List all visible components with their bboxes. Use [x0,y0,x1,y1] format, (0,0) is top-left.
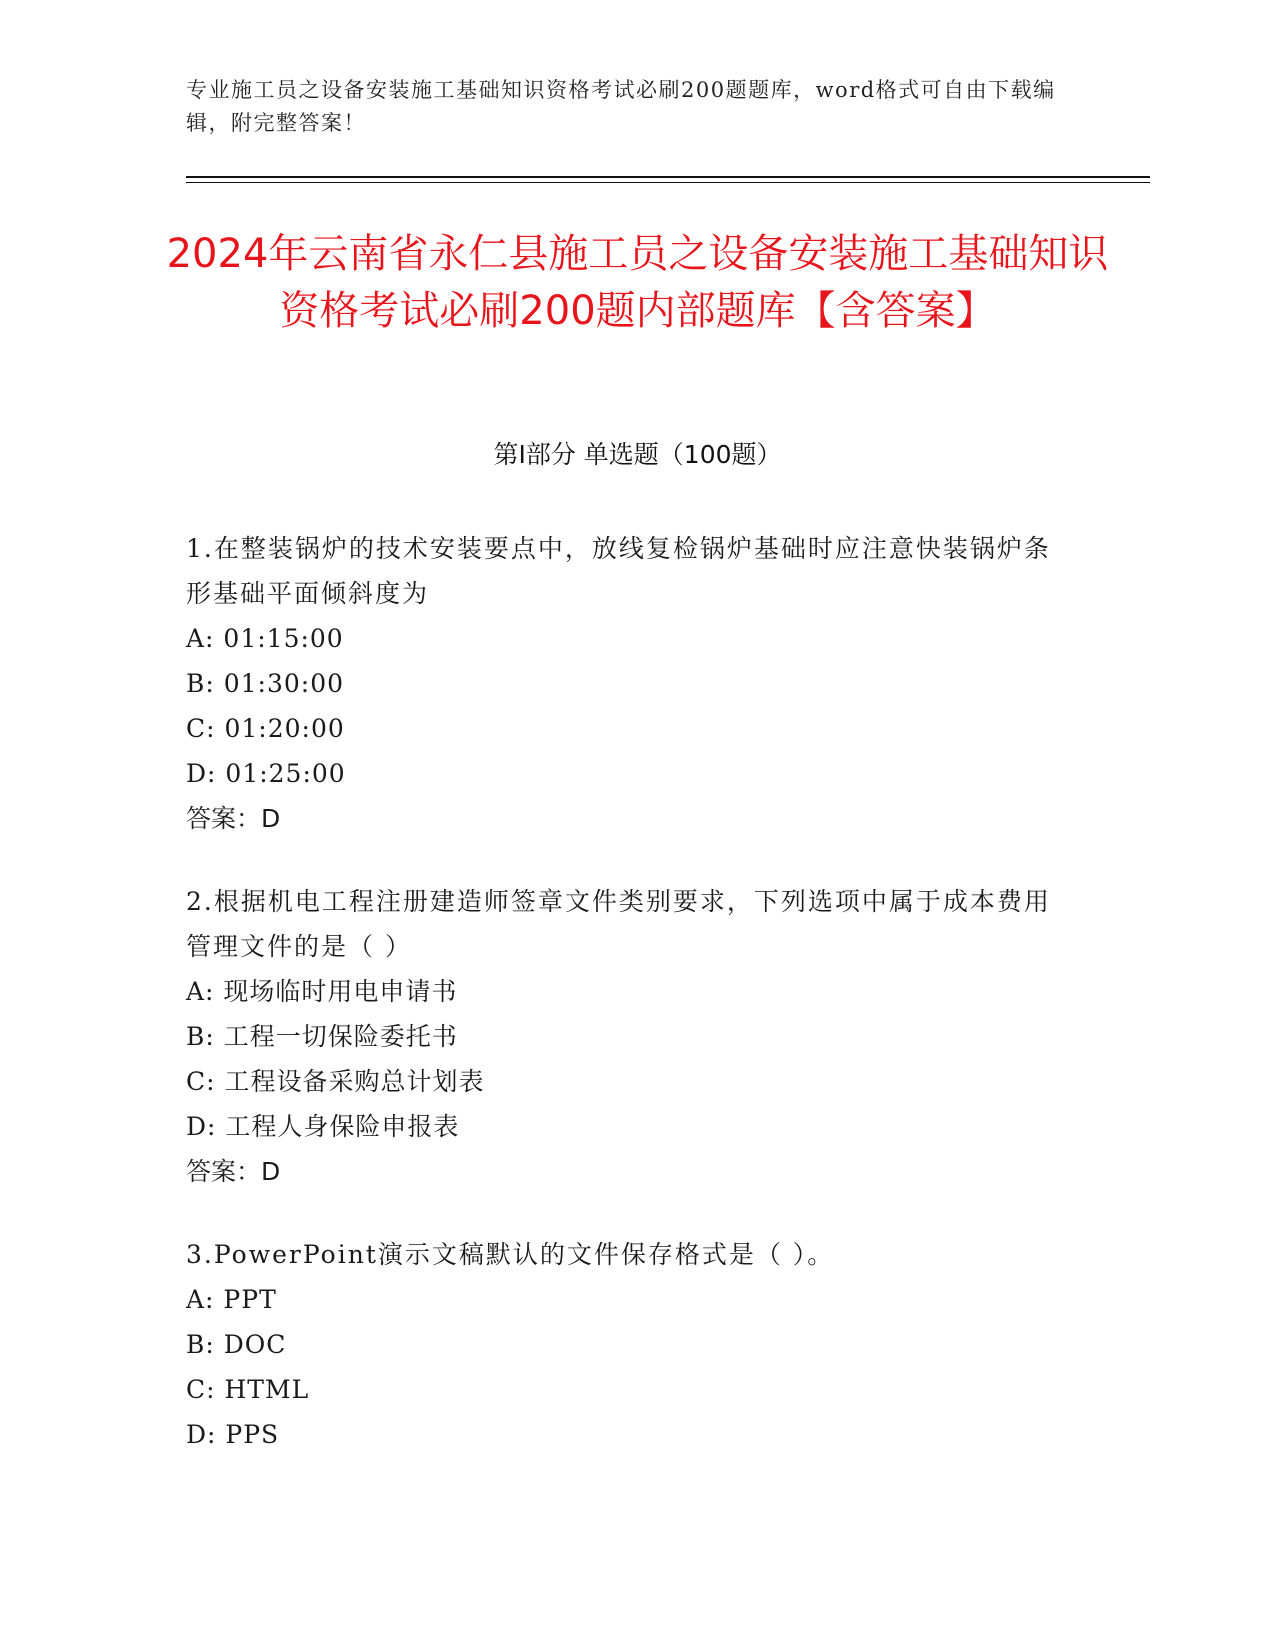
section-heading: 第Ⅰ部分 单选题（100题） [493,440,782,469]
header-note: 专业施工员之设备安装施工基础知识资格考试必刷200题题库，word格式可自由下载编辑，附完整答案！ [186,78,1056,135]
answer-line: 答案：D [186,1157,281,1186]
question-2 [186,879,1066,1194]
header-divider-thick [186,176,1150,178]
option-a: A: PPT [186,1285,277,1314]
option-d: D: 工程人身保险申报表 [186,1112,460,1141]
option-b: B: 工程一切保险委托书 [186,1022,458,1051]
option-d: D: 01:25:00 [186,759,346,788]
document-title: 2024年云南省永仁县施工员之设备安装施工基础知识资格考试必刷200题内部题库【含答案】 [166,231,1109,334]
question-stem: 1.在整装锅炉的技术安装要点中，放线复检锅炉基础时应注意快装锅炉条形基础平面倾斜度为 [186,534,1051,608]
option-a: A: 01:15:00 [186,624,344,653]
option-b: B: 01:30:00 [186,669,345,698]
option-a: A: 现场临时用电申请书 [186,977,458,1006]
option-c: C: 01:20:00 [186,714,345,743]
option-c: C: 工程设备采购总计划表 [186,1067,485,1096]
header-divider-thin [186,182,1150,183]
option-c: C: HTML [186,1375,310,1404]
question-stem: 2.根据机电工程注册建造师签章文件类别要求，下列选项中属于成本费用管理文件的是（ ） [186,887,1051,961]
question-3 [186,1232,1066,1457]
question-list [186,526,1066,1495]
answer-line: 答案：D [186,804,281,833]
option-d: D: PPS [186,1420,280,1449]
question-1 [186,526,1066,841]
question-stem: 3.PowerPoint演示文稿默认的文件保存格式是（ ）。 [186,1240,835,1269]
option-b: B: DOC [186,1330,287,1359]
